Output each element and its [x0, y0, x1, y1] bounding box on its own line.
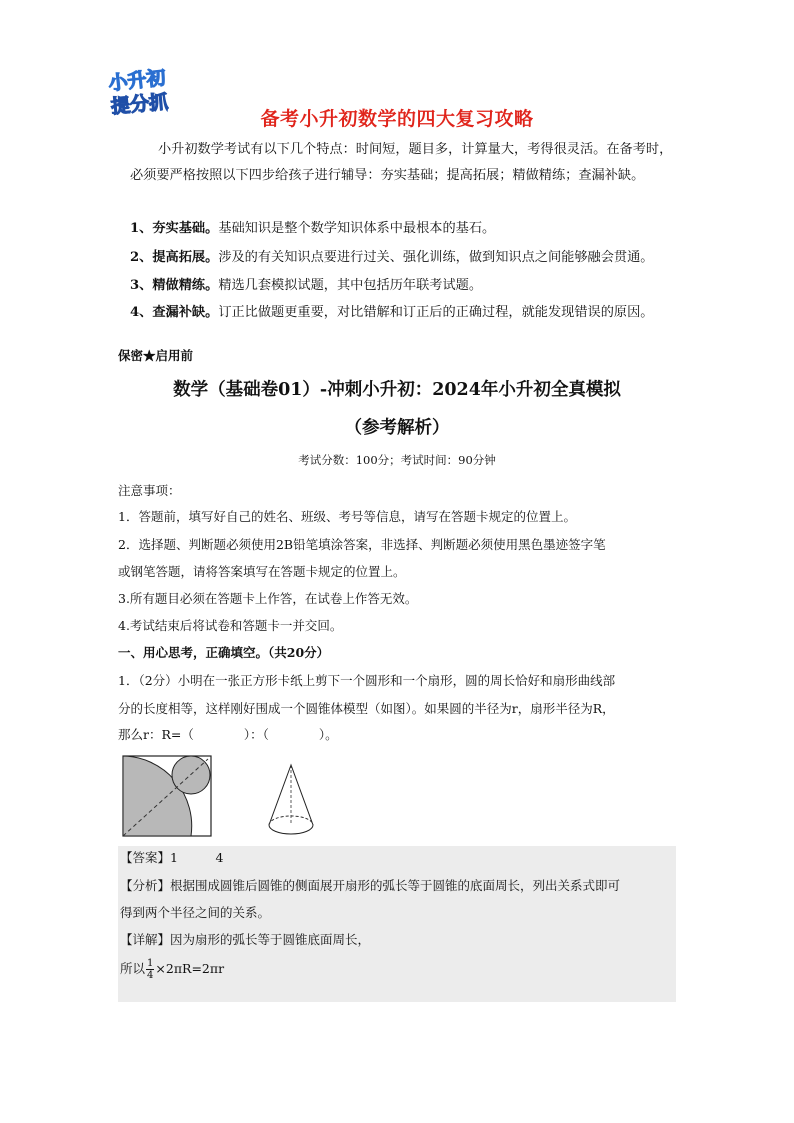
- formula-prefix: 所以: [120, 961, 146, 976]
- svg-text:小升初: 小升初: [107, 66, 167, 95]
- answer-line: 【答案】1 4: [120, 850, 224, 865]
- fraction-numerator: 1: [147, 958, 154, 969]
- exam-title: 数学（基础卷01）-冲刺小升初：2024年小升初全真模拟: [173, 380, 621, 400]
- notes-heading: 注意事项：: [118, 483, 181, 498]
- point-label: 3、精做精练。: [130, 278, 219, 293]
- strategy-point-4: [130, 300, 690, 326]
- detail-line: 【详解】因为扇形的弧长等于圆锥底面周长，: [120, 932, 371, 947]
- analysis-line: 【分析】根据围成圆锥后圆锥的侧面展开扇形的弧长等于圆锥的底面周长，列出关系式即可: [120, 878, 621, 893]
- point-text: 精选几套模拟试题，其中包括历年联考试题。: [218, 278, 483, 293]
- point-label: 2、提高拓展。: [130, 250, 219, 265]
- note-item: 或钢笔答题，请将答案填写在答题卡规定的位置上。: [118, 564, 406, 579]
- point-text: 基础知识是整个数学知识体系中最根本的基石。: [218, 221, 496, 236]
- strategy-title: 备考小升初数学的四大复习攻略: [260, 108, 534, 130]
- strategy-point-3: [130, 273, 690, 299]
- fraction-denominator: 4: [147, 970, 154, 981]
- cone-figure: [266, 763, 316, 837]
- svg-text:提分抓: 提分抓: [110, 91, 169, 118]
- confidential-mark: 保密★启用前: [118, 348, 194, 363]
- exam-subtitle: （参考解析）: [344, 418, 450, 438]
- formula-rest: ×2πR=2πr: [155, 961, 225, 976]
- point-label: 4、查漏补缺。: [130, 305, 219, 320]
- fraction: [146, 958, 154, 981]
- strategy-point-2: [130, 245, 690, 271]
- note-item: 1．答题前，填写好自己的姓名、班级、考号等信息，请写在答题卡规定的位置上。: [118, 509, 576, 524]
- point-text: 涉及的有关知识点要进行过关、强化训练，做到知识点之间能够融会贯通。: [218, 250, 654, 265]
- section-heading: 一、用心思考，正确填空。（共20分）: [118, 645, 330, 660]
- question-line: 分的长度相等，这样刚好围成一个圆锥体模型（如图）。如果圆的半径为r，扇形半径为R，: [118, 701, 615, 716]
- strategy-point-1: [130, 216, 690, 242]
- formula-line: [120, 958, 224, 981]
- question-line: 1．（2分）小明在一张正方形卡纸上剪下一个圆形和一个扇形，圆的周长恰好和扇形曲线部: [118, 673, 616, 688]
- intro-paragraph: 小升初数学考试有以下几个特点：时间短，题目多，计算量大，考得很灵活。在备考时，必须要严格按照以下四步给孩子进行辅导：夯实基础；提高拓展；精做精练；查漏补缺。: [130, 142, 673, 183]
- note-item: 2．选择题、判断题必须使用2B铅笔填涂答案，非选择、判断题必须使用黑色墨迹签字笔: [118, 537, 606, 552]
- exam-meta: 考试分数：100分；考试时间：90分钟: [298, 453, 496, 467]
- question-line: 那么r：R=（ ）：（ ）。: [118, 727, 338, 742]
- square-cutout-figure: [122, 755, 212, 837]
- note-item: 3.所有题目必须在答题卡上作答，在试卷上作答无效。: [118, 591, 418, 606]
- note-item: 4.考试结束后将试卷和答题卡一并交回。: [118, 618, 343, 633]
- point-text: 订正比做题更重要，对比错解和订正后的正确过程，就能发现错误的原因。: [218, 305, 654, 320]
- analysis-line: 得到两个半径之间的关系。: [120, 905, 271, 920]
- point-label: 1、夯实基础。: [130, 221, 219, 236]
